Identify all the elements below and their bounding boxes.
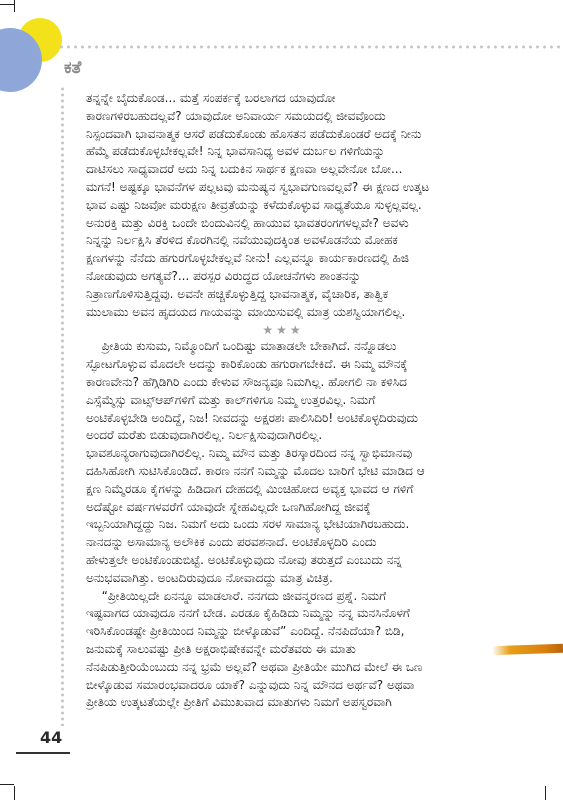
text-line: ಇಷ್ಟವಾಗದ ಯಾವುದೂ ನನಗೆ ಬೇಡ. ಎರಡೂ ಕೈಹಿಡಿದು ನಿಮ್ಮನ್ನು ನನ್ನ ಮನಸಿನೊಳಗೆ [86,606,410,621]
text-line: ಹೇಳುತ್ತಲೇ ಅಂಟಿಕೊಂಡುಬಿಟ್ಟೆ. ಅಂಟಿಕೊಳ್ಳುವುದು ನೋವು ತರುತ್ತದೆ ಎಂಬುದು ನನ್ನ [86,552,402,567]
text-line: ನಿತ್ರಾಣಗೊಳಿಸುತ್ತಿದ್ದವು. ಅವನೇ ಹಚ್ಚಿಕೊಳ್ಳುತ್ತಿದ್ದ ಭಾವನಾತ್ಮಕ, ವೈಚಾರಿಕ, ತಾತ್ವಿಕ [86,286,389,301]
text-line: ಬೀಳ್ಕೊಡುವ ಸಮಾರಂಭವಾದರೂ ಯಾಕೆ? ಎನ್ನುವುದು ನಿನ್ನ ಮೌನದ ಅರ್ಥವೆ? ಅಥವಾ [86,677,415,692]
text-line: ಪ್ರೀತಿಯ ಉತ್ಕಟತೆಯಲ್ಲೇ ಪ್ರೀತಿಗೆ ವಿಮುಖವಾದ ಮಾತುಗಳು ನಿಮಗೆ ಅಪಸ್ವರವಾಗಿ [86,695,392,710]
text-line: ಎಸ್ಸೆಮ್ಮೆಸ್ಸು ವಾಟ್ಸ್‌ಆಪ್‌ಗಳಿಗೆ ಮತ್ತು ಕಾಲ್‌ಗಳಿಗೂ ನಿಮ್ಮ ಉತ್ತರವಿಲ್ಲ. ನಿಮಗೆ [86,392,376,407]
crop-mark-top-left-vertical [14,0,15,12]
crop-mark-top-left-horizontal [0,4,14,5]
text-line: ತನ್ನನ್ನೇ ಬೈದುಕೊಂಡ... ಮತ್ತೆ ಸಂಪರ್ಕಕ್ಕೆ ಬರಲಾಗದ ಯಾವುದೋ [86,91,336,105]
text-line: ಭಾವ ಎಷ್ಟು ನಿಜವೋ ಮರುಕ್ಷಣ ತೀವ್ರತೆಯನ್ನು ಕಳೆದುಕೊಳ್ಳುವ ಸಾಧ್ಯತೆಯೂ ಸುಳ್ಳಲ್ಲವಲ್ಲ. [86,197,422,212]
text-line: ಪ್ರೀತಿಯ ಕುಸುಮ, ನಿಮ್ಮೊಂದಿಗೆ ಒಂದಿಷ್ಟು ಮಾತಾಡಲೇ ಬೇಕಾಗಿದೆ. ನನ್ನೊಡಲು [101,339,397,354]
text-line: ನಿನ್ನನ್ನು ನಿರ್ಲಕ್ಷಿಸಿ ತೆರಳಿದ ಕೊರಗಿನಲ್ಲಿ ನವೆಯುವುದಕ್ಕಿಂತ ಅವಳೊಡನೆಯ ಮೋಹಕ [86,233,398,248]
text-line: ಜನುಮಕ್ಕೆ ಸಾಲುವಷ್ಟು ಪ್ರೀತಿ ಅಕ್ಷರಾಭಿಷೇಕವನ್ನೇ ಮರೆತವರು ಈ ಮಾತು [86,641,356,656]
crop-mark-bottom-right-vertical [545,786,546,800]
crop-mark-bottom-left-horizontal [0,784,14,785]
text-line: ನಿಸ್ಪಂದವಾಗಿ ಭಾವನಾತ್ಮಕ ಆಸರೆ ಪಡೆದುಕೊಂಡು ಹೊಸತನ ಪಡೆದುಕೊಂಡರೆ ಅದಕ್ಕೆ ನೀನು [86,126,422,141]
text-line: ಕಾರಣವೇನು? ಹೆಗ್ಗಿಡಿಗಿರಿ ಎಂದು ಕೇಳುವ ಸೌಜನ್ಯವೂ ನಿಮಗಿಲ್ಲ. ಹೋಗಲಿ ನಾ ಕಳಿಸಿದ [86,374,407,389]
text-line: ಇಬ್ಬನಿಯಾಗಿದ್ದದ್ದು ನಿಜ. ನಿಮಗೆ ಅದು ಒಂದು ಸರಳ ಸಾಮಾನ್ಯ ಭೇಟಿಯಾಗಿರಬಹುದು. [86,517,410,532]
footer-rule [16,752,70,754]
section-separator-stars: ★★★ [262,323,304,338]
text-line: ಕಾರಣಗಳಿರಬಹುದಲ್ಲವೆ? ಯಾವುದೋ ಅನಿವಾರ್ಯ ಸಮಯದಲ್ಲಿ ಜೀವವೊಂದು [86,108,386,123]
text-line: ಅಂದರೆ ಮರೆತು ಬಿಡುವುದಾಗಿರಲಿಲ್ಲ. ನಿರ್ಲಕ್ಷಿಸುವುದಾಗಿರಲಿಲ್ಲ. [86,428,323,443]
dotted-rule-top [58,44,563,50]
text-line: ಅದೆಷ್ಟೋ ವರ್ಷಗಳವರೆಗೆ ಯಾವುದೇ ಸ್ನೇಹವಿಲ್ಲದೇ ಒಣಗಿಹೋಗಿದ್ದ ಜೀವಕ್ಕೆ [86,499,371,514]
text-line: ಅಂಟಿಕೊಳ್ಳಬೇಡಿ ಅಂದಿದ್ದೆ, ನಿಜ! ನೀವದನ್ನು ಅಕ್ಷರಶಃ ಪಾಲಿಸಿದಿರಿ! ಅಂಟಿಕೊಳ್ಳದಿರುವುದು [86,410,419,425]
text-line: ಮುಲಾಮು ಅವನ ಹೃದಯದ ಗಾಯವನ್ನು ಮಾಯಿಸುವಲ್ಲಿ ಮಾತ್ರ ಯಶಸ್ವಿಯಾಗಲಿಲ್ಲ. [86,304,406,319]
text-line: ದಾಟಿಸಲು ಸಾಧ್ಯವಾದರೆ ಅದು ನಿನ್ನ ಬದುಕಿನ ಸಾರ್ಥಕ ಕ್ಷಣವಾ ಅಲ್ಲವೇನೋ ಬೋ... [86,162,403,177]
text-line: ಕ್ಷಣ ನಿಮ್ಮೆರಡೂ ಕೈಗಳನ್ನು ಹಿಡಿದಾಗ ದೇಹದಲ್ಲಿ ಮಿಂಚಿಹೋದ ಅವ್ಯಕ್ತ ಭಾವದ ಆ ಗಳಿಗೆ [86,481,414,496]
text-line: ಭಾವಶೂನ್ಯರಾಗುವುದಾಗಿರಲಿಲ್ಲ. ನಿಮ್ಮ ಮೌನ ಮತ್ತು ತಿರಸ್ಕಾರದಿಂದ ನನ್ನ ಸ್ವಾಭಿಮಾನವು [86,446,413,461]
paragraph-2 [86,338,480,445]
text-line: ನೋಡುವುದು ಅಗತ್ಯವೆ?... ಪರಸ್ಪರ ವಿರುದ್ಧದ ಯೋಚನೆಗಳು ಶಾಂತನನ್ನು [86,268,361,283]
text-line: ಸ್ಫೋಟಗೊಳ್ಳುವ ಮೊದಲೇ ಅದನ್ನು ಕಾರಿಕೊಂಡು ಹಗುರಾಗಬೇಕಿದೆ. ಈ ನಿಮ್ಮ ಮೌನಕ್ಕೆ [86,357,408,372]
story-body [86,90,480,712]
text-line: ದಹಿಸಿಹೋಗಿ ಸುಟಿಸಿಕೊಂಡಿದೆ. ಕಾರಣ ನನಗೆ ನಿಮ್ಮನ್ನು ಮೊದಲ ಬಾರಿಗೆ ಭೇಟಿ ಮಾಡಿದ ಆ [86,463,425,478]
page-number: 44 [40,728,63,747]
text-line: ಇರಿಸಿಕೊಂಡಷ್ಟೇ ಪ್ರೀತಿಯಿಂದ ನಿಮ್ಮನ್ನು ಬೀಳ್ಕೊಡುವೆ” ಎಂದಿದ್ದೆ. ನೆನಪಿದೆಯಾ? ಬಿಡಿ, [86,624,405,639]
section-label: ಕತೆ [64,58,82,78]
text-line: “ಪ್ರೀತಿಯಿಲ್ಲದೇ ಏನನ್ನೂ ಮಾಡಲಾರೆ. ನನಗದು ಜೀವನ್ಮರಣದ ಪ್ರಶ್ನೆ. ನಿಮಗೆ [101,588,387,603]
dotted-rule-side [60,86,65,726]
text-line: ಕ್ಷಣಗಳನ್ನು ನೆನೆದು ಹಗುರಗೊಳ್ಳಬೇಕಲ್ಲವೆ ನೀನು! ಎಲ್ಲವನ್ನೂ ಕಾರ್ಯಕಾರಣದಲ್ಲಿ ಹಿಜಿ [86,251,409,266]
paragraph-4 [86,588,480,713]
decorative-orange-brush-stroke [492,644,563,655]
text-line: ಮಗನೆ! ಅಷ್ಟಕ್ಕೂ ಭಾವನೆಗಳ ಪಲ್ಲಟವು ಮನುಷ್ಯನ ಸ್ವಭಾವಗುಣವಲ್ಲವೆ? ಈ ಕ್ಷಣದ ಉತ್ಕಟ [86,179,430,194]
text-line: ಅನುರಕ್ತಿ ಮತ್ತು ವಿರಕ್ತಿ ಒಂದೇ ಬಿಂದುವಿನಲ್ಲಿ ಹಾಯುವ ಭಾವತರಂಗಗಳಲ್ಲವೇ? ಅವಳು [86,215,409,230]
text-line: ನೆನಪಿಡುತ್ತೀರಿಯೆಂಬುದು ನನ್ನ ಭ್ರಮೆ ಅಲ್ಲವೆ? ಅಥವಾ ಪ್ರೀತಿಯೇ ಮುಗಿದ ಮೇಲೆ ಈ ಒಣ [86,659,423,674]
text-line: ಹೆಮ್ಮೆ ಪಡೆದುಕೊಳ್ಳಬೇಕಲ್ಲವೇ! ನಿನ್ನ ಭಾವಸಾನಿಧ್ಯ ಅವಳ ದುರ್ಬಲ ಗಳಿಗೆಯನ್ನು [86,144,385,159]
crop-mark-bottom-left-vertical [14,786,15,800]
text-line: ಅನುಭವವಾಗಿತ್ತು. ಅಂಟದಿರುವುದೂ ನೋವಾದದ್ದು ಮಾತ್ರ ವಿಚಿತ್ರ. [86,570,333,585]
paragraph-3 [86,445,480,587]
text-line: ನಾನದನ್ನು ಅಸಾಮಾನ್ಯ ಅಲೌಕಿಕ ಎಂದು ಪರವಶನಾದೆ. ಅಂಟಿಕೊಳ್ಳದಿರಿ ಎಂದು [86,535,377,550]
paragraph-1 [86,90,480,321]
